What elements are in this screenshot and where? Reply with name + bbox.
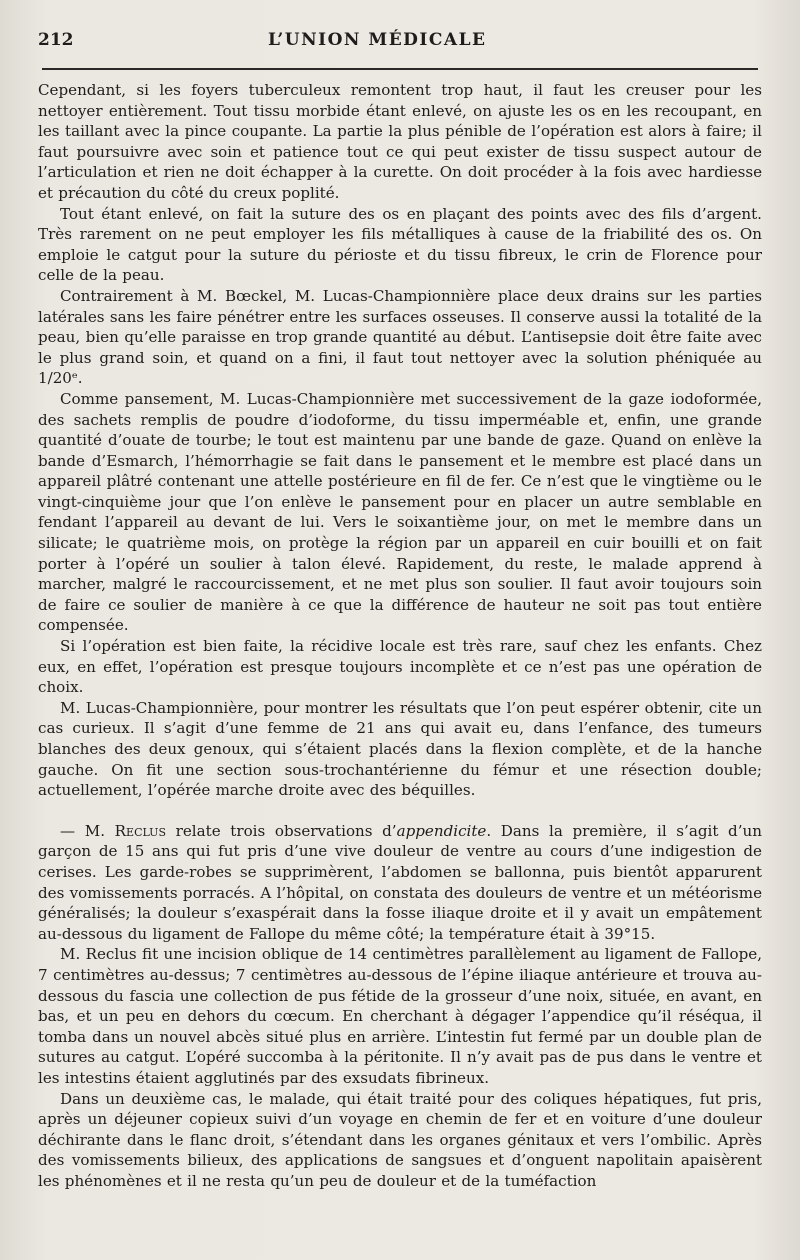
- paragraph: Si l’opération est bien faite, la récidive locale est très rare, sauf chez les enfants. Chez eux, en effet, l’opération est presque toujours incomplète et ce n’est pas une opération de choix.: [38, 637, 762, 697]
- page-number: 212: [38, 30, 74, 50]
- paragraph-text: . Dans la première, il s’agit d’un garçon de 15 ans qui fut pris d’une vive douleur de ventre au cours d’une indigestion de cerises. Les garde-robes se supprimèrent, l’abdomen se ballonna, puis bientôt apparurent des vomissements porracés. A l’hôpital, on constata des douleurs de ventre et un météorisme généralisés; la douleur s’exaspérait dans la fosse iliaque droite et il y avait un empâtement au-dessous du ligament de Fallope du même côté; la température était à 39°15.: [38, 821, 762, 943]
- paragraph: M. Reclus fit une incision oblique de 14 centimètres parallèlement au ligament de Fallope, 7 centimètres au-dessus; 7 centimètres au-dessous de l’épine iliaque antérieure et trouva au-dessous du fascia une collection de pus fétide de la grosseur d’une noix, située, en avant, en bas, et un peu en dehors du cœcum. En cherchant à dégager l’appendice qu’il réséqua, il tomba dans un nouvel abcès situé plus en arrière. L’intestin fut fermé par un double plan de sutures au catgut. L’opéré succomba à la péritonite. Il n’y avait pas de pus dans le ventre et les intestins étaient agglutinés par des exsudats fibrineux.: [38, 945, 762, 1087]
- paragraph: Cependant, si les foyers tuberculeux remontent trop haut, il faut les creuser pour les nettoyer entièrement. Tout tissu morbide étant enlevé, on ajuste les os en les recoupant, en les taillant avec la pince coupante. La partie la plus pénible de l’opération est alors à faire; il faut poursuivre avec soin et patience tout ce qui peut exister de tissu suspect autour de l’articulation et rien ne doit échapper à la curette. On doit procéder à la fois avec hardiesse et précaution du côté du creux poplité.: [38, 81, 762, 202]
- running-header: [38, 30, 762, 64]
- paragraph: Comme pansement, M. Lucas-Championnière met successivement de la gaze iodoformée, des sachets remplis de poudre d’iodoforme, du tissu imperméable et, enfin, une grande quantité d’ouate de tourbe; le tout est maintenu par une bande de gaze. Quand on enlève la bande d’Esmarch, l’hémorrhagie se fait dans le pansement et le membre est placé dans un appareil plâtré contenant une attelle postérieure en fil de fer. Ce n’est que le vingtième ou le vingt-cinquième jour que l’on enlève le pansement pour en placer un autre semblable en fendant l’appareil au devant de lui. Vers le soixantième jour, on met le membre dans un silicate; le quatrième mois, on protège la région par un appareil en cuir bouilli et on fait porter à l’opéré un soulier à talon élevé. Rapidement, du reste, le malade apprend à marcher, malgré le raccourcissement, et ne met plus son soulier. Il faut avoir toujours soin de faire ce soulier de manière à ce que la différence de hauteur ne soit pas tout entière compensée.: [38, 389, 762, 635]
- dash-lead: — M.: [60, 821, 106, 840]
- journal-title: L’UNION MÉDICALE: [268, 30, 487, 50]
- article-body: [38, 80, 762, 1191]
- paragraph-text: relate trois observations d’: [175, 821, 397, 840]
- paragraph: Dans un deuxième cas, le malade, qui était traité pour des coliques hépatiques, fut pris, après un déjeuner copieux suivi d’un voyage en chemin de fer et en voiture d’une douleur déchirante dans le flanc droit, s’étendant dans les organes génitaux et vers l’ombilic. Après des vomissements bilieux, des applications de sangsues et d’onguent napolitain apaisèrent les phénomènes et il ne resta qu’un peu de douleur et de la tuméfaction: [38, 1089, 762, 1190]
- header-rule: [42, 68, 758, 70]
- paragraph: M. Lucas-Championnière, pour montrer les résultats que l’on peut espérer obtenir, cite un cas curieux. Il s’agit d’une femme de 21 ans qui avait eu, dans l’enfance, des tumeurs blanches des deux genoux, qui s’étaient placés dans la flexion complète, et de la hanche gauche. On fit une section sous-trochantérienne du fémur et une résection double; actuellement, l’opérée marche droite avec des béquilles.: [38, 698, 762, 800]
- author-name: Reclus: [114, 821, 166, 840]
- reclus-paragraph: [38, 821, 762, 945]
- paragraph: Tout étant enlevé, on fait la suture des os en plaçant des points avec des fils d’argent. Très rarement on ne peut employer les fils métalliques à cause de la friabilité des os. On emploie le catgut pour la suture du périoste et du tissu fibreux, le crin de Florence pour celle de la peau.: [38, 204, 762, 285]
- paragraph: Contrairement à M. Bœckel, M. Lucas-Championnière place deux drains sur les parties latérales sans les faire pénétrer entre les surfaces osseuses. Il conserve aussi la totalité de la peau, bien qu’elle paraisse en trop grande quantité au début. L’antisepsie doit être faite avec le plus grand soin, et quand on a fini, il faut tout nettoyer avec la solution phéniquée au 1/20ᵉ.: [38, 286, 762, 388]
- topic-term: appendicite: [396, 821, 487, 840]
